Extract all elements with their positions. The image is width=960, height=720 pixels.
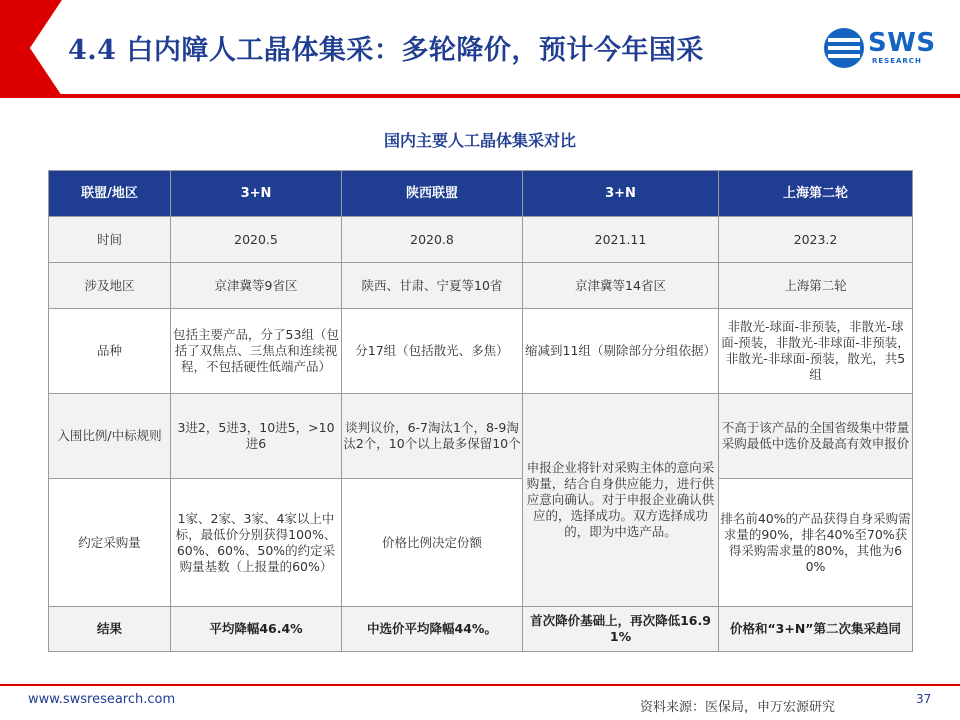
table-row-region: [49, 263, 913, 309]
row-label: 时间: [49, 217, 171, 263]
table-cell: 2020.8: [342, 217, 523, 263]
footer-source: 资料来源：医保局，申万宏源研究: [640, 700, 836, 715]
table-cell: 首次降价基础上，再次降低16.91%: [523, 607, 719, 652]
table-cell: 缩减到11组（剔除部分分组依据）: [523, 309, 719, 394]
table-row-rule: [49, 394, 913, 479]
table-row-result: [49, 607, 913, 652]
table-cell: 平均降幅46.4%: [171, 607, 342, 652]
table-cell: 中选价平均降幅44%。: [342, 607, 523, 652]
table-cell: 1家、2家、3家、4家以上中标，最低价分别获得100%、60%、60%、50%的约定采购量基数（上报量的60%）: [171, 479, 342, 607]
comparison-table: [48, 170, 913, 652]
logo-text: SWS: [868, 28, 936, 58]
table-cell: 谈判议价，6-7淘汰1个，8-9淘汰2个，10个以上最多保留10个: [342, 394, 523, 479]
table-cell: 包括主要产品，分了53组（包括了双焦点、三焦点和连续视程，不包括硬性低端产品）: [171, 309, 342, 394]
table-cell: 分17组（包括散光、多焦）: [342, 309, 523, 394]
footer-url[interactable]: www.swsresearch.com: [28, 692, 176, 707]
table-cell: 不高于该产品的全国省级集中带量采购最低中选价及最高有效申报价: [719, 394, 913, 479]
table-cell: 2020.5: [171, 217, 342, 263]
row-label: 结果: [49, 607, 171, 652]
table-row-time: [49, 217, 913, 263]
table-cell: 京津冀等9省区: [171, 263, 342, 309]
header-cell: 联盟/地区: [49, 171, 171, 217]
row-label: 入围比例/中标规则: [49, 394, 171, 479]
table-row-volume: [49, 479, 913, 607]
header-cell: 上海第二轮: [719, 171, 913, 217]
table-cell: 排名前40%的产品获得自身采购需求量的90%，排名40%至70%获得采购需求量的80%，其他为60%: [719, 479, 913, 607]
row-label: 约定采购量: [49, 479, 171, 607]
table-cell-merged: 申报企业将针对采购主体的意向采购量，结合自身供应能力，进行供应意向确认。对于申报企业确认供应的，选择成功。双方选择成功的，即为中选产品。: [523, 394, 719, 607]
footer-divider: [0, 684, 960, 686]
page-title: 4.4 白内障人工晶体集采：多轮降价，预计今年国采: [68, 35, 704, 66]
table-cell: 上海第二轮: [719, 263, 913, 309]
table-cell: 陕西、甘肃、宁夏等10省: [342, 263, 523, 309]
table-header-row: [49, 171, 913, 217]
table-row-variety: [49, 309, 913, 394]
table-cell: 京津冀等14省区: [523, 263, 719, 309]
header: [0, 0, 960, 100]
row-label: 品种: [49, 309, 171, 394]
logo-subtext: RESEARCH: [872, 57, 922, 65]
header-cell: 3+N: [523, 171, 719, 217]
table-title: 国内主要人工晶体集采对比: [383, 131, 576, 150]
header-cell: 3+N: [171, 171, 342, 217]
page-number: 37: [916, 692, 932, 706]
header-cell: 陕西联盟: [342, 171, 523, 217]
table-cell: 价格比例决定份额: [342, 479, 523, 607]
logo-icon: [822, 26, 866, 70]
table-cell: 3进2，5进3，10进5，>10进6: [171, 394, 342, 479]
table-cell: 2021.11: [523, 217, 719, 263]
row-label: 涉及地区: [49, 263, 171, 309]
table-cell: 价格和“3+N”第二次集采趋同: [719, 607, 913, 652]
sws-logo: [822, 24, 952, 72]
table-cell: 2023.2: [719, 217, 913, 263]
table-cell: 非散光-球面-非预装，非散光-球面-预装，非散光-非球面-非预装，非散光-非球面-预装，散光，共5组: [719, 309, 913, 394]
